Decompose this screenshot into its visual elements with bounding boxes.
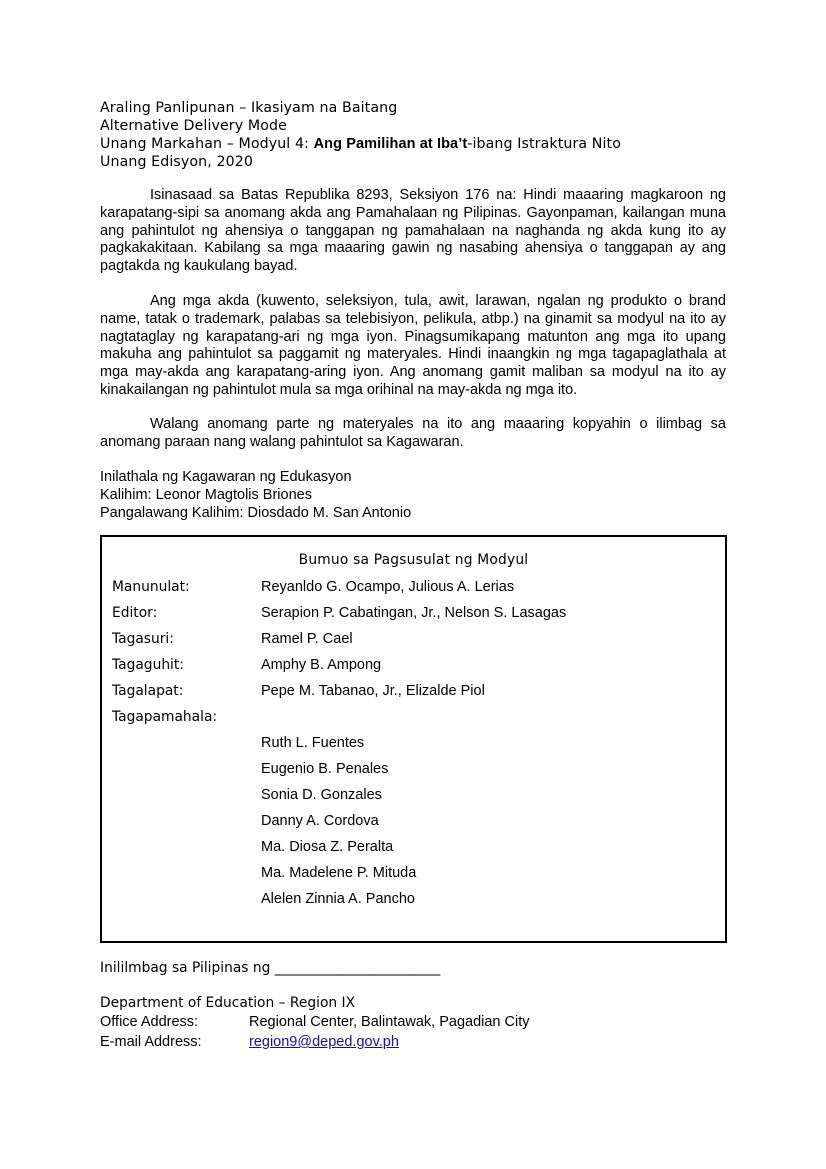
document-header: [100, 99, 740, 171]
credits-box: [100, 535, 727, 943]
subject-line: Araling Panlipunan – Ikasiyam na Baitang: [100, 100, 398, 116]
reproduction-paragraph: [100, 416, 726, 452]
credits-title: Bumuo sa Pagsusulat ng Modyul: [298, 552, 529, 568]
credit-names: Amphy B. Ampong: [261, 657, 382, 673]
secretary-line: Kalihim: Leonor Magtolis Briones: [100, 487, 312, 503]
email-link[interactable]: region9@deped.gov.ph: [249, 1034, 399, 1050]
credit-role: Tagalapat:: [112, 683, 184, 699]
delivery-mode-line: Alternative Delivery Mode: [100, 118, 287, 134]
office-address-label: Office Address:: [100, 1014, 199, 1030]
undersecretary-line: Pangalawang Kalihim: Diosdado M. San Antonio: [100, 505, 412, 521]
credit-names: Serapion P. Cabatingan, Jr., Nelson S. Lasagas: [261, 605, 567, 621]
publisher-block: [100, 468, 411, 522]
manager-name: Ma. Diosa Z. Peralta: [261, 839, 394, 855]
copyright-paragraph: [100, 187, 726, 276]
paragraph-text: Isinasaad sa Batas Republika 8293, Seksiyon 176 na: Hindi maaaring magkaroon ng karapatang-sipi sa anomang akda ang Pamahalaan ng Pilipinas. Gayonpaman, kailangan muna ang pahintulot ng ahensiya o tanggapan ng pamahalaan na naghanda ng akda kung ito ay pagkakakitaan. Kabilang sa mga maaaring gawin ng nasabing ahensiya o tanggapan ay ang pagtakda ng kaukulang bayad.: [100, 187, 726, 275]
module-title: Ang Pamilihan at Iba’t: [313, 136, 468, 152]
module-title-suffix: -ibang Istraktura Nito: [467, 136, 622, 152]
manager-name: Ruth L. Fuentes: [261, 735, 365, 751]
manager-name: Ma. Madelene P. Mituda: [261, 865, 417, 881]
paragraph-text: Walang anomang parte ng materyales na ito ang maaaring kopyahin o ilimbag sa anomang paraan nang walang pahintulot sa Kagawaran.: [100, 416, 726, 450]
printed-in-line: Inililmbag sa Pilipinas ng ________________________: [100, 960, 441, 976]
paragraph-text: Ang mga akda (kuwento, seleksiyon, tula, awit, larawan, ngalan ng produkto o brand name, tatak o trademark, palabas sa telebisiyon, pelikula, atbp.) na ginamit sa modyul na ito ay nagtataglay ng karapatang-ari ng mga iyon. Pinagsumikapang matunton ang mga ito upang makuha ang pahintulot sa paggamit ng materyales. Hindi inaangkin ng mga tagapaglathala at mga may-akda ang karapatang-aring iyon. Ang anomang gamit maliban sa modyul na ito ay kinakailangan ng pahintulot mula sa mga orihinal na may-akda ng mga ito.: [100, 293, 726, 398]
permissions-paragraph: [100, 293, 726, 400]
credit-role: Tagaguhit:: [112, 657, 184, 673]
department-line: Department of Education – Region IX: [100, 995, 356, 1011]
email-address-label: E-mail Address:: [100, 1034, 202, 1050]
publisher-line: Inilathala ng Kagawaran ng Edukasyon: [100, 469, 352, 485]
credit-role: Manunulat:: [112, 579, 190, 595]
module-line: [100, 135, 740, 153]
credit-role: Tagasuri:: [112, 631, 174, 647]
manager-name: Sonia D. Gonzales: [261, 787, 382, 803]
credit-names: Pepe M. Tabanao, Jr., Elizalde Piol: [261, 683, 485, 699]
credit-role: Editor:: [112, 605, 158, 621]
manager-name: Danny A. Cordova: [261, 813, 379, 829]
manager-name: Eugenio B. Penales: [261, 761, 389, 777]
credit-names: Ramel P. Cael: [261, 631, 353, 647]
credit-names: Reyanldo G. Ocampo, Julious A. Lerias: [261, 579, 515, 595]
module-prefix: Unang Markahan – Modyul 4:: [100, 136, 314, 152]
office-address-value: Regional Center, Balintawak, Pagadian City: [249, 1014, 530, 1030]
edition-line: Unang Edisyon, 2020: [100, 154, 253, 170]
manager-name: Alelen Zinnia A. Pancho: [261, 891, 415, 907]
credit-role: Tagapamahala:: [112, 709, 218, 725]
